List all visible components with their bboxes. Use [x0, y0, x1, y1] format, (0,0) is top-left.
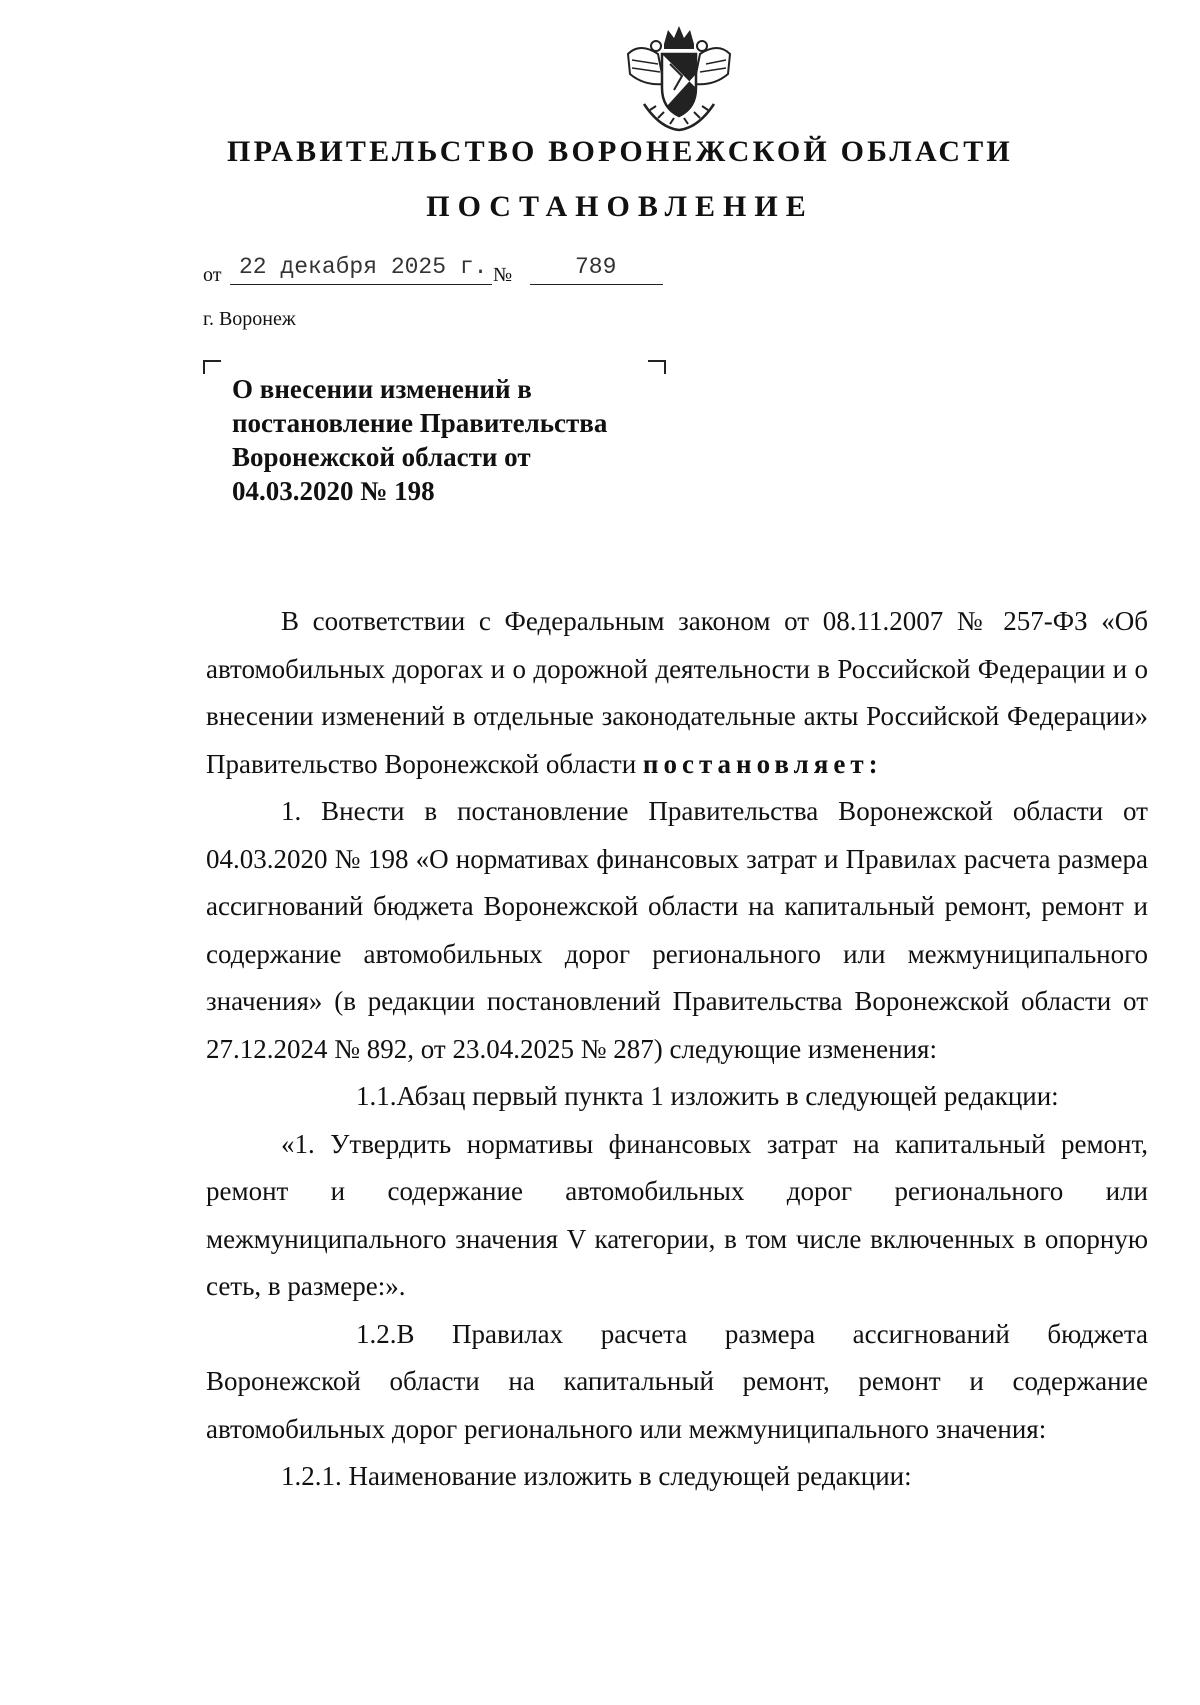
paragraph-text: Абзац первый пункта 1 изложить в следующей редакции:	[396, 1081, 1059, 1111]
paragraph-1-2-1: 1.2.1. Наименование изложить в следующей редакции:	[281, 1461, 912, 1491]
document-subject	[232, 372, 672, 508]
date-prefix: от	[203, 264, 222, 286]
number-underline	[530, 284, 663, 285]
paragraph-1-1	[206, 1073, 1148, 1121]
document-body	[206, 598, 1148, 1501]
number-label: №	[493, 264, 513, 286]
subject-line: 04.03.2020 № 198	[232, 476, 435, 506]
subject-line: Воронежской области от	[232, 442, 531, 472]
subject-line: постановление Правительства	[232, 408, 608, 438]
paragraph-number: 1.2.	[356, 1318, 397, 1349]
paragraph-text: В Правилах расчета размера ассигнований бюджета Воронежской области на капитальный ремонт, ремонт и содержание автомобильных дорог регионального или межмуниципального значения:	[206, 1318, 1148, 1444]
document-type-title: ПОСТАНОВЛЕНИЕ	[426, 190, 814, 223]
subject-line: О внесении изменений в	[232, 374, 532, 404]
document-number: 789	[575, 254, 617, 280]
date-number-line	[203, 248, 663, 288]
coat-of-arms-emblem	[620, 24, 738, 136]
preamble-text: В соответствии с Федеральным законом от 08.11.2007 № 257-ФЗ «Об автомобильных дорогах и о дорожной деятельности в Российской Федерации и о внесении изменений в отдельные законодательные акты Российской Федерации» Правительство Воронежской области	[206, 606, 1148, 779]
city-name: г. Воронеж	[203, 308, 296, 330]
corner-mark-left	[203, 360, 221, 374]
paragraph-1-1-quote: «1. Утвердить нормативы финансовых затрат на капитальный ремонт, ремонт и содержание автомобильных дорог регионального или межмуниципального значения V категории, в том числе включенных в опорную сеть, в размере:».	[206, 1128, 1148, 1301]
government-name: ПРАВИТЕЛЬСТВО ВОРОНЕЖСКОЙ ОБЛАСТИ	[227, 135, 1013, 168]
date-underline	[230, 284, 492, 285]
paragraph-1: 1. Внести в постановление Правительства Воронежской области от 04.03.2020 № 198 «О нормативах финансовых затрат и Правилах расчета размера ассигнований бюджета Воронежской области на капитальный ремонт, ремонт и содержание автомобильных дорог регионального или межмуниципального значения» (в редакции постановлений Правительства Воронежской области от 27.12.2024 № 892, от 23.04.2025 № 287) следующие изменения:	[206, 796, 1148, 1064]
document-date: 22 декабря 2025 г.	[239, 254, 488, 280]
paragraph-1-2	[206, 1311, 1148, 1454]
preamble-paragraph	[206, 598, 1148, 788]
paragraph-number: 1.1.	[356, 1081, 397, 1111]
decides-word: постановляет:	[642, 748, 883, 779]
